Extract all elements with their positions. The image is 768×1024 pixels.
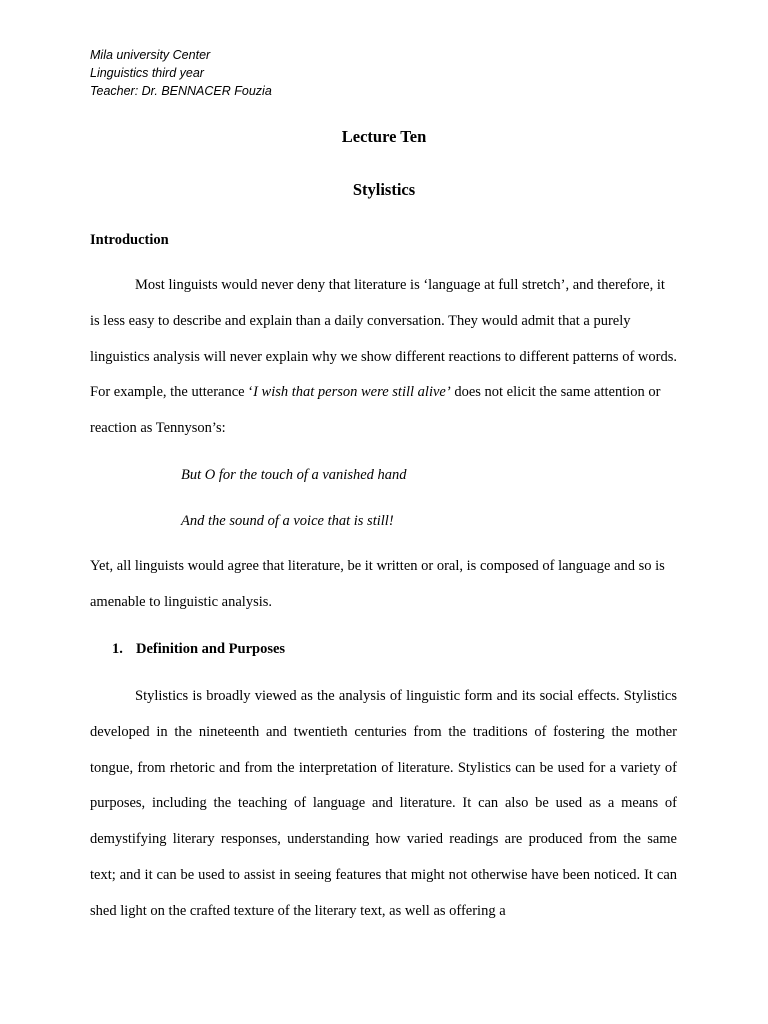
closing-paragraph-text: Yet, all linguists would agree that literature, be it written or oral, is composed of language and so is amenable to linguistic analysis. bbox=[90, 558, 665, 610]
introduction-heading: Introduction bbox=[90, 232, 169, 248]
poem-line-2: And the sound of a voice that is still! bbox=[181, 513, 394, 529]
section-1-paragraph bbox=[90, 679, 677, 930]
section-1-heading bbox=[112, 641, 285, 658]
lecture-subtitle: Stylistics bbox=[352, 180, 416, 199]
intro-text-start: Most linguists would never deny that literature is ‘language at full stretch’, and therefore, it is less easy to describe and explain than a daily conversation. They would admit that a purely linguistics analysis will never explain why we show different reactions to different patterns of words. For example, the utterance ‘ bbox=[90, 277, 677, 401]
section-1-paragraph-text: Stylistics is broadly viewed as the analysis of linguistic form and its social effects. Stylistics developed in the nineteenth and twentieth centuries from the traditions of fostering the mother tongue, from rhetoric and from the interpretation of literature. Stylistics can be used for a variety of purposes, including the teaching of language and literature. It can also be used as a means of demystifying literary responses, understanding how varied readings are produced from the same text; and it can be used to assist in seeing features that might not otherwise have been noticed. It can shed light on the crafted texture of the literary text, as well as offering a bbox=[90, 688, 677, 919]
section-1-title: Definition and Purposes bbox=[136, 641, 286, 657]
header-course: Linguistics third year bbox=[90, 66, 204, 80]
header-institution: Mila university Center bbox=[90, 48, 211, 62]
intro-quoted-utterance: I wish that person were still alive’ bbox=[253, 384, 451, 401]
closing-paragraph bbox=[90, 549, 677, 621]
header-teacher: Teacher: Dr. BENNACER Fouzia bbox=[90, 84, 272, 98]
intro-text-end: does not elicit the same attention or reaction as Tennyson’s: bbox=[90, 384, 661, 437]
section-1-number: 1. bbox=[112, 641, 123, 657]
poem-line-1: But O for the touch of a vanished hand bbox=[181, 467, 407, 483]
introduction-paragraph bbox=[90, 268, 677, 447]
lecture-title: Lecture Ten bbox=[341, 127, 427, 146]
document-header bbox=[90, 46, 272, 100]
